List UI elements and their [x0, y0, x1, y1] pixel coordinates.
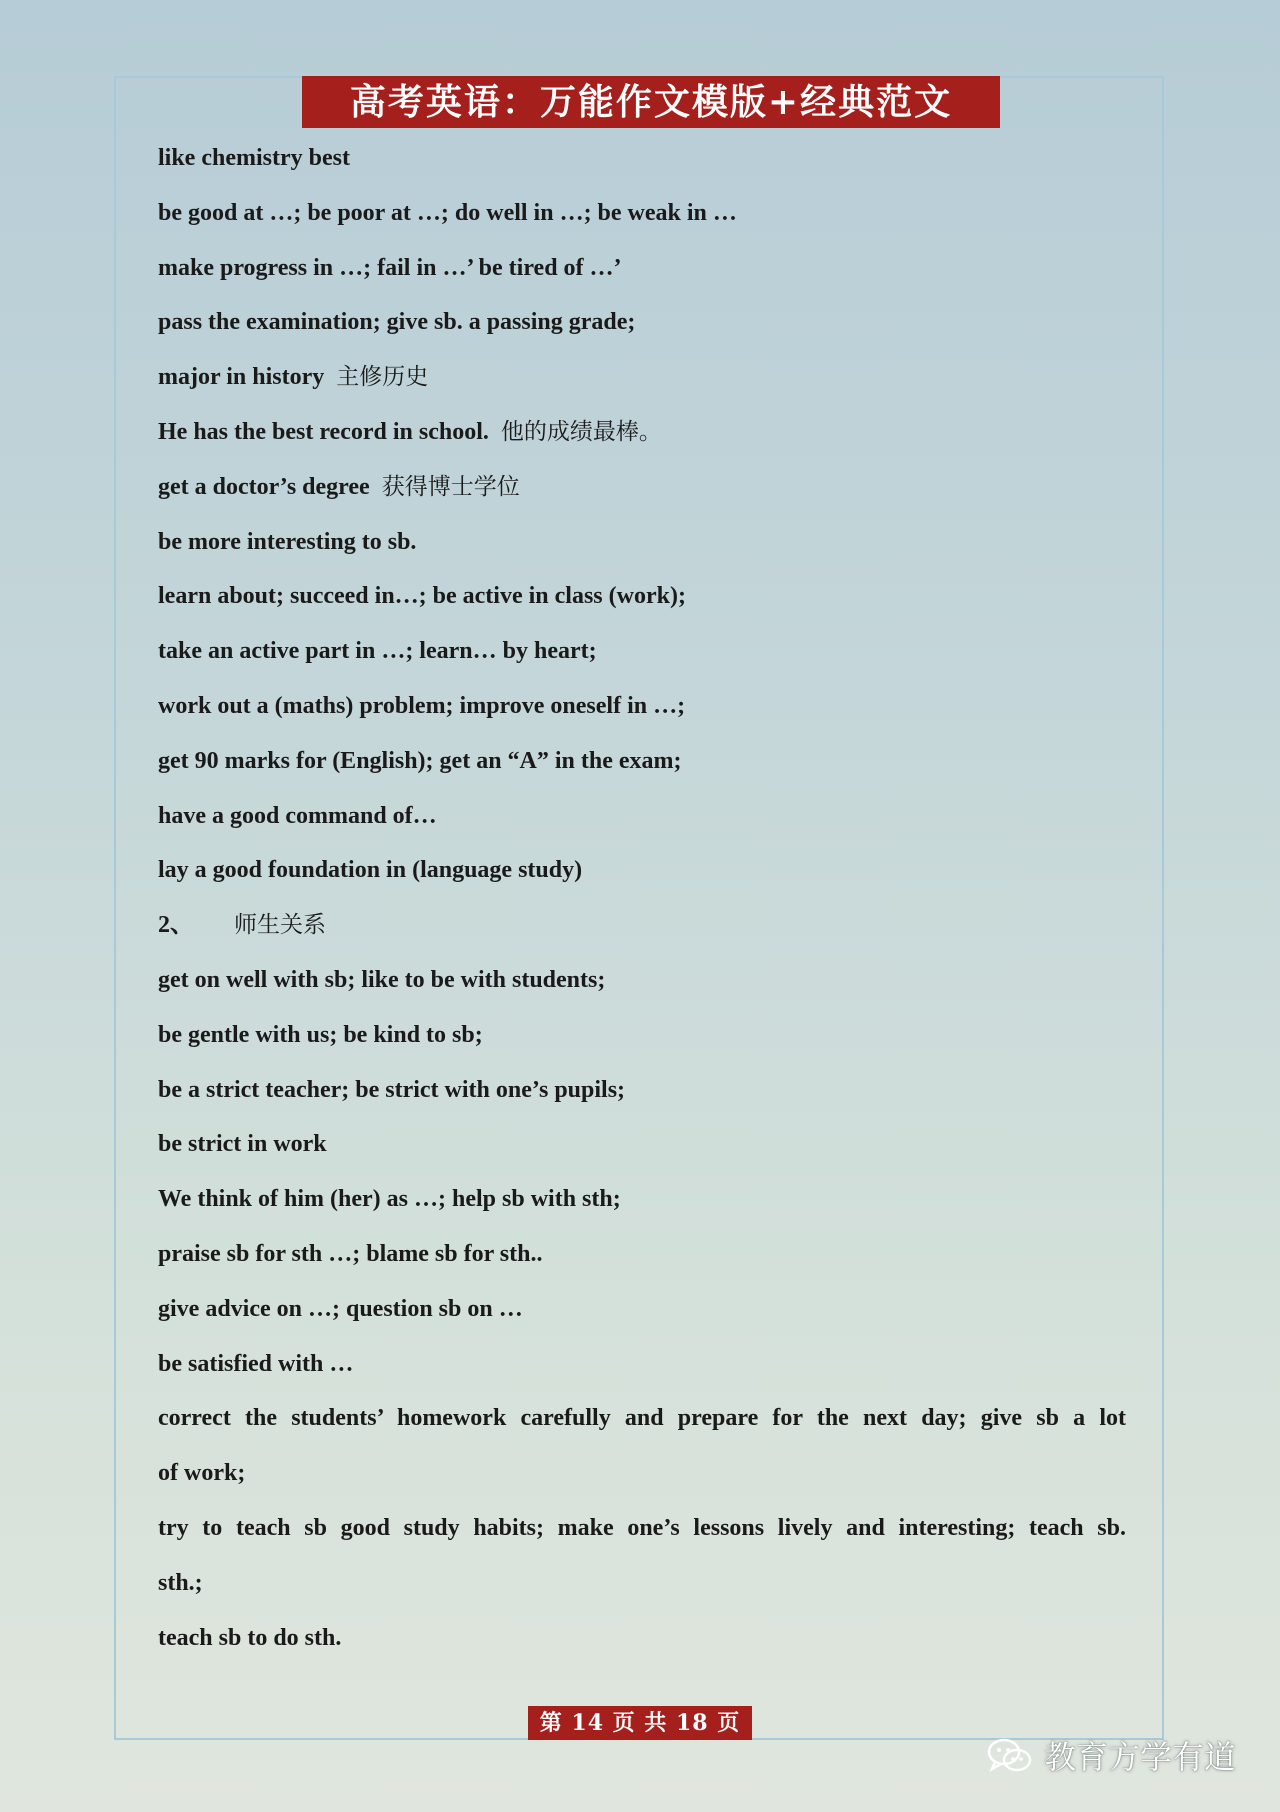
watermark [984, 1730, 1236, 1780]
document-body [158, 131, 1126, 1665]
text-line: correct the students’ homework carefully and prepare for the next day; give sb a lot [158, 1405, 1126, 1432]
text-line: of work; [158, 1460, 246, 1487]
page-title: 高考英语：万能作文模版+经典范文 [302, 76, 1000, 128]
text-line: lay a good foundation in (language study) [158, 857, 583, 884]
text-line: get on well with sb; like to be with students; [158, 966, 606, 993]
text-line: like chemistry best [158, 145, 350, 171]
text-line: be a strict teacher; be strict with one’s pupils; [158, 1076, 626, 1103]
text-line: We think of him (her) as …; help sb with sth; [158, 1186, 621, 1213]
chinese-translation: 主修历史 [336, 364, 429, 391]
text-line: get 90 marks for (English); get an “A” in the exam; [158, 747, 682, 774]
text-line: teach sb to do sth. [158, 1624, 342, 1651]
text-line: take an active part in …; learn… by heart; [158, 638, 597, 665]
text-line: pass the examination; give sb. a passing grade; [158, 309, 636, 336]
english-phrase: get a doctor’s degree [158, 473, 370, 500]
text-line: be good at …; be poor at …; do well in …; be weak in … [158, 199, 737, 226]
section-heading [158, 898, 1126, 953]
text-line-with-translation [158, 460, 1126, 515]
text-line: be gentle with us; be kind to sb; [158, 1021, 483, 1048]
text-line: sth.; [158, 1569, 203, 1596]
text-line: be strict in work [158, 1131, 327, 1158]
watermark-text: 教育方学有道 [1044, 1738, 1237, 1776]
text-line: try to teach sb good study habits; make one’s lessons lively and interesting; teach sb. [158, 1514, 1126, 1541]
text-line-with-translation [158, 350, 1126, 405]
text-line: work out a (maths) problem; improve oneself in …; [158, 692, 686, 719]
text-line: have a good command of… [158, 802, 437, 829]
text-line: make progress in …; fail in …’ be tired of …’ [158, 254, 622, 281]
wechat-icon [984, 1735, 1034, 1775]
english-phrase: He has the best record in school. [158, 418, 489, 445]
chinese-translation: 获得博士学位 [381, 473, 520, 500]
text-line: be more interesting to sb. [158, 528, 417, 555]
text-line: learn about; succeed in…; be active in class (work); [158, 583, 686, 610]
chinese-translation: 他的成绩最棒。 [500, 418, 662, 445]
text-line-with-translation [158, 405, 1126, 460]
page-number: 第 14 页 共 18 页 [528, 1706, 752, 1740]
text-line: give advice on …; question sb on … [158, 1295, 523, 1322]
text-line: praise sb for sth …; blame sb for sth.. [158, 1240, 543, 1267]
section-title: 师生关系 [234, 912, 326, 939]
section-number: 2、 [158, 912, 194, 939]
text-line: be satisfied with … [158, 1350, 354, 1377]
english-phrase: major in history [158, 364, 325, 391]
